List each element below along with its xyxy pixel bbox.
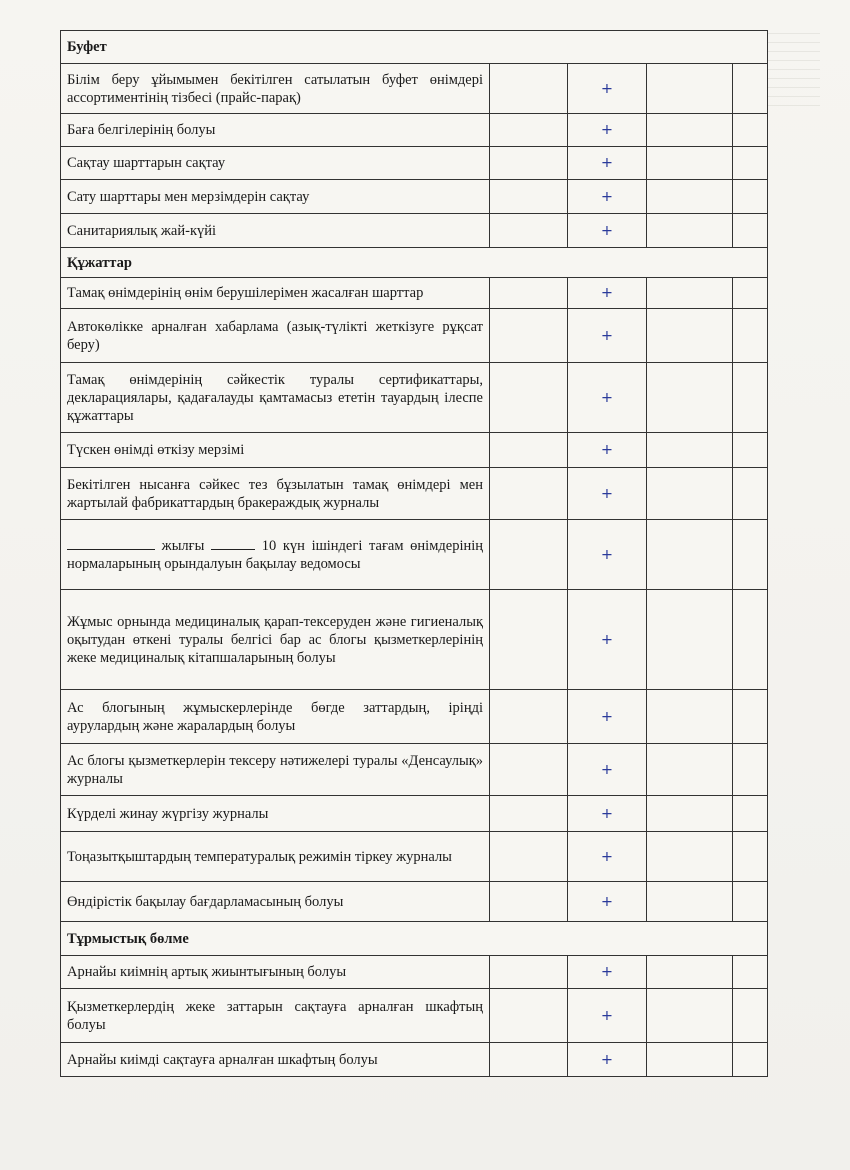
item-label [61, 520, 490, 590]
empty-cell [647, 214, 733, 248]
item-label: Баға белгілерінің болуы [61, 114, 490, 147]
handwritten-check-mark: + [568, 882, 647, 922]
handwritten-check-mark: + [568, 147, 647, 180]
empty-cell [490, 744, 568, 796]
empty-cell [733, 744, 768, 796]
checklist-row [61, 882, 768, 922]
item-label: Сақтау шарттарын сақтау [61, 147, 490, 180]
item-label: Арнайы киімнің артық жиынтығының болуы [61, 956, 490, 989]
empty-cell [733, 520, 768, 590]
checklist-row [61, 796, 768, 832]
empty-cell [647, 744, 733, 796]
empty-cell [490, 363, 568, 433]
empty-cell [647, 468, 733, 520]
empty-cell [647, 989, 733, 1043]
handwritten-check-mark: + [568, 363, 647, 433]
handwritten-check-mark: + [568, 468, 647, 520]
empty-cell [490, 882, 568, 922]
section-title: Буфет [61, 31, 768, 64]
section-header-row [61, 31, 768, 64]
empty-cell [733, 433, 768, 468]
handwritten-check-mark: + [568, 744, 647, 796]
checklist-row [61, 180, 768, 214]
empty-cell [490, 180, 568, 214]
handwritten-check-mark: + [568, 114, 647, 147]
empty-cell [490, 796, 568, 832]
empty-cell [733, 989, 768, 1043]
empty-cell [733, 64, 768, 114]
empty-cell [490, 989, 568, 1043]
handwritten-check-mark: + [568, 690, 647, 744]
empty-cell [733, 1043, 768, 1077]
empty-cell [647, 433, 733, 468]
checklist-row [61, 147, 768, 180]
checklist-row [61, 309, 768, 363]
item-label: Автокөлікке арналған хабарлама (азық-түлікті жеткізуге рұқсат беру) [61, 309, 490, 363]
handwritten-check-mark: + [568, 989, 647, 1043]
section-title: Тұрмыстық бөлме [61, 922, 768, 956]
checklist-table [60, 30, 768, 1077]
empty-cell [733, 590, 768, 690]
empty-cell [647, 278, 733, 309]
empty-cell [647, 796, 733, 832]
item-label: Сату шарттары мен мерзімдерін сақтау [61, 180, 490, 214]
checklist-body [61, 31, 768, 1077]
empty-cell [490, 114, 568, 147]
empty-cell [733, 309, 768, 363]
checklist-row [61, 989, 768, 1043]
empty-cell [733, 882, 768, 922]
empty-cell [647, 690, 733, 744]
empty-cell [490, 520, 568, 590]
empty-cell [647, 956, 733, 989]
checklist-row [61, 114, 768, 147]
empty-cell [490, 147, 568, 180]
checklist-row [61, 956, 768, 989]
checklist-row [61, 690, 768, 744]
empty-cell [647, 520, 733, 590]
handwritten-check-mark: + [568, 956, 647, 989]
empty-cell [647, 832, 733, 882]
item-label: Жұмыс орнында медициналық қарап-тексеруден және гигиеналық оқытудан өткені туралы белгісі бар ас блогы қызметкерлерінің жеке медициналық кітапшаларының болуы [61, 590, 490, 690]
month-blank [211, 537, 255, 550]
item-label: Санитариялық жай-күйі [61, 214, 490, 248]
item-label: Қызметкерлердің жеке заттарын сақтауға арналған шкафтың болуы [61, 989, 490, 1043]
year-blank [67, 537, 155, 550]
item-label: Ас блогы қызметкерлерін тексеру нәтижелері туралы «Денсаулық» журналы [61, 744, 490, 796]
empty-cell [647, 363, 733, 433]
item-label: Тамақ өнімдерінің сәйкестік туралы сертификаттары, декларациялары, қадағалауды қамтамасыз ететін тауардың ілеспе құжаттары [61, 363, 490, 433]
checklist-row [61, 64, 768, 114]
handwritten-check-mark: + [568, 832, 647, 882]
item-label: Ас блогының жұмыскерлерінде бөгде заттардың, іріңді аурулардың және жаралардың болуы [61, 690, 490, 744]
empty-cell [490, 309, 568, 363]
checklist-row [61, 363, 768, 433]
label-part: 10 күн ішіндегі тағам өнімдерінің нормаларының орындалуын бақылау ведомосы [67, 537, 484, 572]
empty-cell [733, 690, 768, 744]
empty-cell [647, 180, 733, 214]
item-label: Бекітілген нысанға сәйкес тез бұзылатын тамақ өнімдері мен жартылай фабрикаттардың бракераждық журналы [61, 468, 490, 520]
empty-cell [490, 468, 568, 520]
handwritten-check-mark: + [568, 590, 647, 690]
item-label: Түскен өнімді өткізу мерзімі [61, 433, 490, 468]
empty-cell [490, 433, 568, 468]
checklist-row [61, 214, 768, 248]
handwritten-check-mark: + [568, 278, 647, 309]
empty-cell [490, 590, 568, 690]
empty-cell [733, 468, 768, 520]
handwritten-check-mark: + [568, 309, 647, 363]
empty-cell [733, 363, 768, 433]
empty-cell [647, 882, 733, 922]
item-label: Тамақ өнімдерінің өнім берушілерімен жасалған шарттар [61, 278, 490, 309]
label-part: жылғы [161, 537, 205, 554]
handwritten-check-mark: + [568, 64, 647, 114]
empty-cell [490, 956, 568, 989]
item-label: Арнайы киімді сақтауға арналған шкафтың болуы [61, 1043, 490, 1077]
checklist-row [61, 832, 768, 882]
handwritten-check-mark: + [568, 1043, 647, 1077]
section-title: Құжаттар [61, 248, 768, 278]
empty-cell [733, 147, 768, 180]
empty-cell [733, 114, 768, 147]
checklist-row [61, 744, 768, 796]
handwritten-check-mark: + [568, 433, 647, 468]
section-header-row [61, 248, 768, 278]
empty-cell [647, 1043, 733, 1077]
item-label: Өндірістік бақылау бағдарламасының болуы [61, 882, 490, 922]
empty-cell [490, 1043, 568, 1077]
empty-cell [490, 832, 568, 882]
handwritten-check-mark: + [568, 180, 647, 214]
empty-cell [490, 64, 568, 114]
empty-cell [647, 309, 733, 363]
handwritten-check-mark: + [568, 214, 647, 248]
empty-cell [647, 64, 733, 114]
empty-cell [490, 278, 568, 309]
empty-cell [733, 278, 768, 309]
empty-cell [733, 796, 768, 832]
empty-cell [490, 214, 568, 248]
section-header-row [61, 922, 768, 956]
checklist-row [61, 468, 768, 520]
checklist-row [61, 520, 768, 590]
handwritten-check-mark: + [568, 796, 647, 832]
checklist-row [61, 433, 768, 468]
empty-cell [647, 147, 733, 180]
item-label: Тоңазытқыштардың температуралық режимін тіркеу журналы [61, 832, 490, 882]
empty-cell [733, 214, 768, 248]
item-label: Күрделі жинау жүргізу журналы [61, 796, 490, 832]
empty-cell [647, 114, 733, 147]
empty-cell [733, 956, 768, 989]
empty-cell [647, 590, 733, 690]
handwritten-check-mark: + [568, 520, 647, 590]
checklist-row [61, 1043, 768, 1077]
empty-cell [490, 690, 568, 744]
empty-cell [733, 832, 768, 882]
checklist-row [61, 590, 768, 690]
item-label: Білім беру ұйымымен бекітілген сатылатын буфет өнімдері ассортиментінің тізбесі (прайс-парақ) [61, 64, 490, 114]
checklist-row [61, 278, 768, 309]
empty-cell [733, 180, 768, 214]
